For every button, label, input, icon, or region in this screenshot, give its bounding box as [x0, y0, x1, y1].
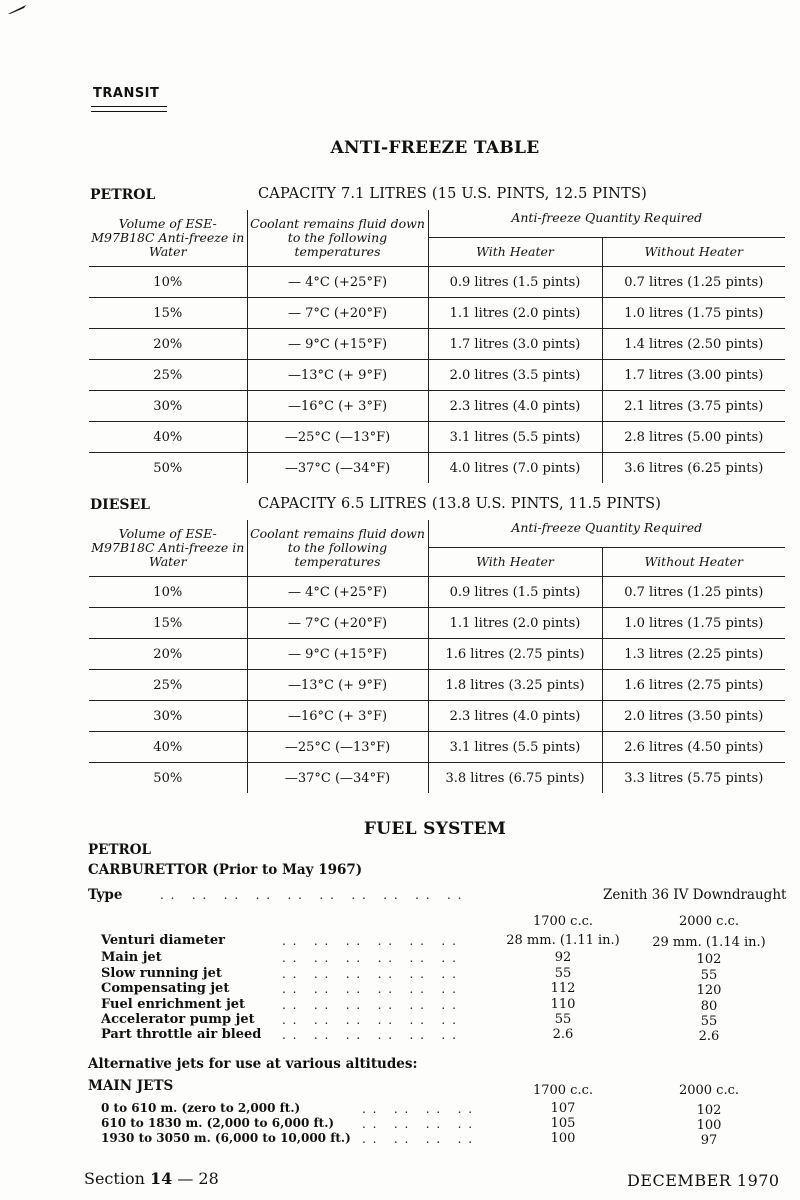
- jet-value-1700: 107: [550, 1101, 576, 1116]
- col-b-header: 2000 c.c.: [678, 1083, 740, 1098]
- temperature-cell: —16°C (+ 3°F): [247, 701, 428, 732]
- temperature-cell: —37°C (—34°F): [247, 453, 428, 484]
- table-row: [89, 453, 785, 484]
- petrol-label: PETROL: [90, 187, 156, 203]
- with-heater-header: With Heater: [428, 548, 602, 577]
- volume-header: Volume of ESE-M97B18C Anti-freeze in Water: [91, 216, 245, 259]
- volume-cell: 40%: [89, 422, 247, 453]
- jet-value-2000: 100: [696, 1118, 722, 1133]
- spec-label: Slow running jet: [101, 966, 222, 981]
- spec-value-1700: 92: [554, 950, 572, 965]
- volume-cell: 50%: [89, 453, 247, 484]
- table-row: [89, 267, 785, 298]
- with-heater-cell: 1.8 litres (3.25 pints): [428, 670, 602, 701]
- volume-cell: 30%: [89, 391, 247, 422]
- date-footer: DECEMBER 1970: [627, 1171, 780, 1190]
- spec-value-1700: 55: [554, 966, 572, 981]
- temperature-cell: — 9°C (+15°F): [247, 329, 428, 360]
- table-row: [89, 608, 785, 639]
- without-heater-cell: 0.7 litres (1.25 pints): [602, 577, 785, 608]
- coolant-header: Coolant remains fluid down to the following temperatures: [247, 520, 428, 577]
- spec-value-1700: 55: [554, 1012, 572, 1027]
- fuel-petrol-label: PETROL: [88, 842, 151, 858]
- with-heater-cell: 1.6 litres (2.75 pints): [428, 639, 602, 670]
- leader-dots: . . . . . . . . . . . .: [282, 1028, 458, 1042]
- with-heater-cell: 3.1 litres (5.5 pints): [428, 732, 602, 763]
- page-title: ANTI-FREEZE TABLE: [330, 138, 540, 158]
- volume-cell: 15%: [89, 298, 247, 329]
- leader-dots: . . . . . . . . . . . . . . . . . . . .: [160, 888, 463, 902]
- spec-value-1700: 28 mm. (1.11 in.): [506, 933, 620, 948]
- with-heater-cell: 1.1 litres (2.0 pints): [428, 608, 602, 639]
- temperature-cell: — 7°C (+20°F): [247, 298, 428, 329]
- diesel-label: DIESEL: [90, 497, 150, 513]
- volume-cell: 25%: [89, 360, 247, 391]
- spec-label: Accelerator pump jet: [101, 1012, 255, 1027]
- table-row: [89, 763, 785, 794]
- without-heater-cell: 1.0 litres (1.75 pints): [602, 608, 785, 639]
- spec-value-1700: 112: [550, 981, 576, 996]
- without-heater-header: Without Heater: [602, 238, 785, 267]
- carburettor-heading: CARBURETTOR (Prior to May 1967): [88, 862, 363, 878]
- table-row: [89, 732, 785, 763]
- without-heater-cell: 3.3 litres (5.75 pints): [602, 763, 785, 794]
- leader-dots: . . . . . . . . . . . .: [282, 967, 458, 981]
- section-number: 14: [149, 1169, 173, 1188]
- volume-header: Volume of ESE-M97B18C Anti-freeze in Water: [91, 526, 245, 569]
- volume-cell: 10%: [89, 577, 247, 608]
- without-heater-cell: 2.0 litres (3.50 pints): [602, 701, 785, 732]
- with-heater-cell: 3.8 litres (6.75 pints): [428, 763, 602, 794]
- altitude-label: 1930 to 3050 m. (6,000 to 10,000 ft.): [101, 1131, 351, 1145]
- jet-value-1700: 100: [550, 1131, 576, 1146]
- with-heater-cell: 2.0 litres (3.5 pints): [428, 360, 602, 391]
- without-heater-cell: 0.7 litres (1.25 pints): [602, 267, 785, 298]
- without-heater-cell: 3.6 litres (6.25 pints): [602, 453, 785, 484]
- header-tag: TRANSIT: [93, 86, 160, 101]
- without-heater-cell: 1.0 litres (1.75 pints): [602, 298, 785, 329]
- spec-label: Part throttle air bleed: [101, 1027, 262, 1042]
- temperature-cell: —13°C (+ 9°F): [247, 360, 428, 391]
- col-b-header: 2000 c.c.: [678, 914, 740, 929]
- spec-label: Main jet: [101, 950, 162, 965]
- without-heater-cell: 1.4 litres (2.50 pints): [602, 329, 785, 360]
- quantity-header: Anti-freeze Quantity Required: [428, 520, 785, 548]
- temperature-cell: —13°C (+ 9°F): [247, 670, 428, 701]
- pen-mark-icon: [6, 2, 28, 16]
- leader-dots: . . . . . . . .: [362, 1132, 474, 1146]
- without-heater-cell: 1.6 litres (2.75 pints): [602, 670, 785, 701]
- without-heater-cell: 2.1 litres (3.75 pints): [602, 391, 785, 422]
- spec-label: Venturi diameter: [101, 933, 225, 948]
- header-rule: [91, 106, 167, 107]
- jet-value-1700: 105: [550, 1116, 576, 1131]
- with-heater-cell: 1.7 litres (3.0 pints): [428, 329, 602, 360]
- leader-dots: . . . . . . . . . . . .: [282, 982, 458, 996]
- col-a-header: 1700 c.c.: [532, 1083, 594, 1098]
- temperature-cell: — 4°C (+25°F): [247, 267, 428, 298]
- diesel-antifreeze-table: [89, 520, 785, 793]
- altitude-label: 0 to 610 m. (zero to 2,000 ft.): [101, 1101, 301, 1115]
- type-value: Zenith 36 IV Downdraught: [603, 887, 787, 903]
- coolant-header: Coolant remains fluid down to the following temperatures: [247, 210, 428, 267]
- table-row: [89, 577, 785, 608]
- temperature-cell: —16°C (+ 3°F): [247, 391, 428, 422]
- table-row: [89, 670, 785, 701]
- with-heater-cell: 2.3 litres (4.0 pints): [428, 701, 602, 732]
- temperature-cell: — 9°C (+15°F): [247, 639, 428, 670]
- spec-value-1700: 2.6: [552, 1027, 574, 1042]
- petrol-capacity: CAPACITY 7.1 LITRES (15 U.S. PINTS, 12.5 PINTS): [258, 186, 647, 202]
- quantity-header: Anti-freeze Quantity Required: [428, 210, 785, 238]
- table-row: [89, 639, 785, 670]
- temperature-cell: — 7°C (+20°F): [247, 608, 428, 639]
- leader-dots: . . . . . . . . . . . .: [282, 1013, 458, 1027]
- spec-value-2000: 55: [700, 1014, 718, 1029]
- table-row: [89, 360, 785, 391]
- table-row: [89, 422, 785, 453]
- temperature-cell: —25°C (—13°F): [247, 732, 428, 763]
- with-heater-cell: 0.9 litres (1.5 pints): [428, 577, 602, 608]
- leader-dots: . . . . . . . . . . . .: [282, 934, 458, 948]
- leader-dots: . . . . . . . . . . . .: [282, 951, 458, 965]
- alt-heading: Alternative jets for use at various altitudes:: [88, 1056, 418, 1072]
- spec-value-2000: 2.6: [698, 1029, 720, 1044]
- section-footer: [84, 1169, 219, 1188]
- with-heater-cell: 3.1 litres (5.5 pints): [428, 422, 602, 453]
- spec-label: Compensating jet: [101, 981, 230, 996]
- volume-cell: 20%: [89, 329, 247, 360]
- main-jets-heading: MAIN JETS: [88, 1078, 174, 1094]
- temperature-cell: —37°C (—34°F): [247, 763, 428, 794]
- with-heater-cell: 1.1 litres (2.0 pints): [428, 298, 602, 329]
- fuel-system-title: FUEL SYSTEM: [363, 819, 507, 839]
- temperature-cell: —25°C (—13°F): [247, 422, 428, 453]
- with-heater-cell: 4.0 litres (7.0 pints): [428, 453, 602, 484]
- without-heater-cell: 2.6 litres (4.50 pints): [602, 732, 785, 763]
- without-heater-cell: 2.8 litres (5.00 pints): [602, 422, 785, 453]
- col-a-header: 1700 c.c.: [532, 914, 594, 929]
- leader-dots: . . . . . . . .: [362, 1102, 474, 1116]
- volume-cell: 40%: [89, 732, 247, 763]
- volume-cell: 50%: [89, 763, 247, 794]
- volume-cell: 20%: [89, 639, 247, 670]
- table-row: [89, 391, 785, 422]
- volume-cell: 30%: [89, 701, 247, 732]
- without-heater-header: Without Heater: [602, 548, 785, 577]
- spec-value-2000: 80: [700, 999, 718, 1014]
- type-label: Type: [88, 887, 123, 903]
- leader-dots: . . . . . . . .: [362, 1117, 474, 1131]
- spec-value-2000: 120: [696, 983, 722, 998]
- spec-value-1700: 110: [550, 997, 576, 1012]
- page-number: — 28: [172, 1169, 219, 1188]
- spec-value-2000: 55: [700, 968, 718, 983]
- altitude-label: 610 to 1830 m. (2,000 to 6,000 ft.): [101, 1116, 335, 1130]
- table-row: [89, 298, 785, 329]
- volume-cell: 25%: [89, 670, 247, 701]
- volume-cell: 10%: [89, 267, 247, 298]
- with-heater-header: With Heater: [428, 238, 602, 267]
- jet-value-2000: 102: [696, 1103, 722, 1118]
- diesel-capacity: CAPACITY 6.5 LITRES (13.8 U.S. PINTS, 11.5 PINTS): [258, 496, 662, 512]
- table-row: [89, 701, 785, 732]
- jet-value-2000: 97: [700, 1133, 718, 1148]
- with-heater-cell: 0.9 litres (1.5 pints): [428, 267, 602, 298]
- volume-cell: 15%: [89, 608, 247, 639]
- header-rule: [91, 111, 167, 112]
- petrol-antifreeze-table: [89, 210, 785, 483]
- section-prefix: Section: [84, 1169, 150, 1188]
- spec-value-2000: 29 mm. (1.14 in.): [652, 935, 766, 950]
- table-row: [89, 329, 785, 360]
- leader-dots: . . . . . . . . . . . .: [282, 998, 458, 1012]
- with-heater-cell: 2.3 litres (4.0 pints): [428, 391, 602, 422]
- spec-label: Fuel enrichment jet: [101, 997, 246, 1012]
- temperature-cell: — 4°C (+25°F): [247, 577, 428, 608]
- spec-value-2000: 102: [696, 952, 722, 967]
- without-heater-cell: 1.7 litres (3.00 pints): [602, 360, 785, 391]
- without-heater-cell: 1.3 litres (2.25 pints): [602, 639, 785, 670]
